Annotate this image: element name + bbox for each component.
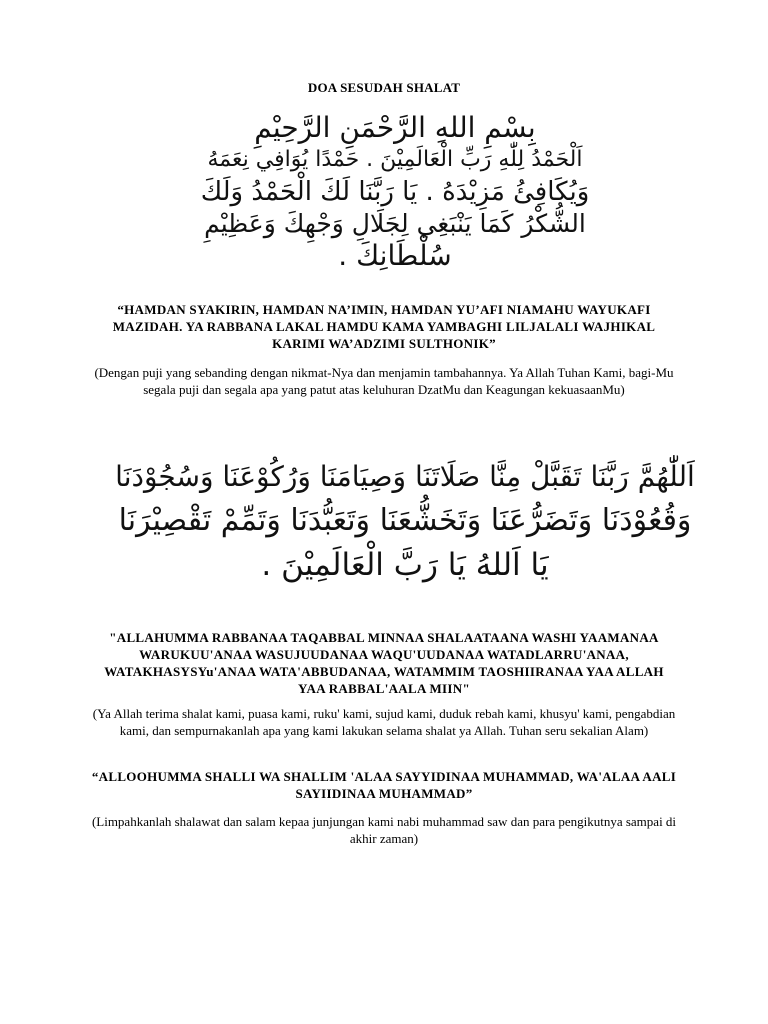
transliteration-1: “HAMDAN SYAKIRIN, HAMDAN NA’IMIN, HAMDAN YU’AFI NIAMAHU WAYUKAFI MAZIDAH. YA RABBANA LAKAL HAMDU KAMA YAMBAGHI LILJALALI WAJHIKAL KARIMI WA’ADZIMI SULTHONIK” [112, 302, 656, 351]
translation-1: (Dengan puji yang sebanding dengan nikmat-Nya dan menjamin tambahannya. Ya Allah Tuhan Kami, bagi-Mu segala puji dan segala apa yang patut atas keluhuran DzatMu dan Keagungan kekuasaanMu) [94, 365, 674, 397]
arabic-line: يَا اَللهُ يَا رَبَّ الْعَالَمِيْنَ . [261, 547, 549, 583]
arabic-line: الشُّكْرُ كَمَا يَنْبَغِي لِجَلَالِ وَجْهِكَ وَعَظِيْمِ [204, 209, 586, 238]
transliteration-3: “ALLOOHUMMA SHALLI WA SHALLIM 'ALAA SAYYIDINAA MUHAMMAD, WA'ALAA AALI SAYIIDINAA MUHAMMAD” [91, 769, 677, 801]
translation-3: (Limpahkanlah shalawat dan salam kepaa junjungan kami nabi muhammad saw dan para pengikutnya sampai di akhir zaman) [91, 814, 677, 846]
arabic-line: اَلْحَمْدُ لِلّٰهِ رَبِّ الْعَالَمِيْنَ . حَمْدًا يُوَافِي نِعَمَهُ [207, 147, 583, 172]
arabic-text-block-1 [200, 112, 590, 272]
translation-2: (Ya Allah terima shalat kami, puasa kami, ruku' kami, sujud kami, duduk rebah kami, khusyu' kami, pengabdian kami, dan sempurnakanlah apa yang kami lakukan selama shalat ya Allah. Tuhan seru sekalian Alam) [92, 706, 676, 738]
arabic-line: وَيُكَافِئُ مَزِيْدَهُ . يَا رَبَّنَا لَكَ الْحَمْدُ وَلَكَ [200, 177, 590, 207]
arabic-line: وَقُعُوْدَنَا وَتَضَرُّعَنَا وَتَخَشُّعَنَا وَتَعَبُّدَنَا وَتَمِّمْ تَقْصِيْرَنَا [118, 503, 692, 538]
arabic-text-block-2 [110, 455, 700, 587]
document-title: DOA SESUDAH SHALAT [307, 80, 461, 95]
arabic-line: سُلْطَانِكَ . [338, 239, 452, 272]
arabic-line: اَللّٰهُمَّ رَبَّنَا تَقَبَّلْ مِنَّا صَلَاتَنَا وَصِيَامَنَا وَرُكُوْعَنَا وَسُجُوْدَنَا [115, 460, 695, 493]
transliteration-2: "ALLAHUMMA RABBANAA TAQABBAL MINNAA SHALAATAANA WASHI YAAMANAA WARUKUU'ANAA WASUJUUDANAA WAQU'UUDANAA WATADLARRU'ANAA, WATAKHASYSYu'ANAA WATA'ABBUDANAA, WATAMMIM TAOSHIIRANAA YAA ALLAH YAA RABBAL'AALA MIIN" [104, 630, 664, 696]
arabic-line: بِسْمِ اللهِ الرَّحْمَنِ الرَّحِيْمِ [254, 111, 536, 144]
